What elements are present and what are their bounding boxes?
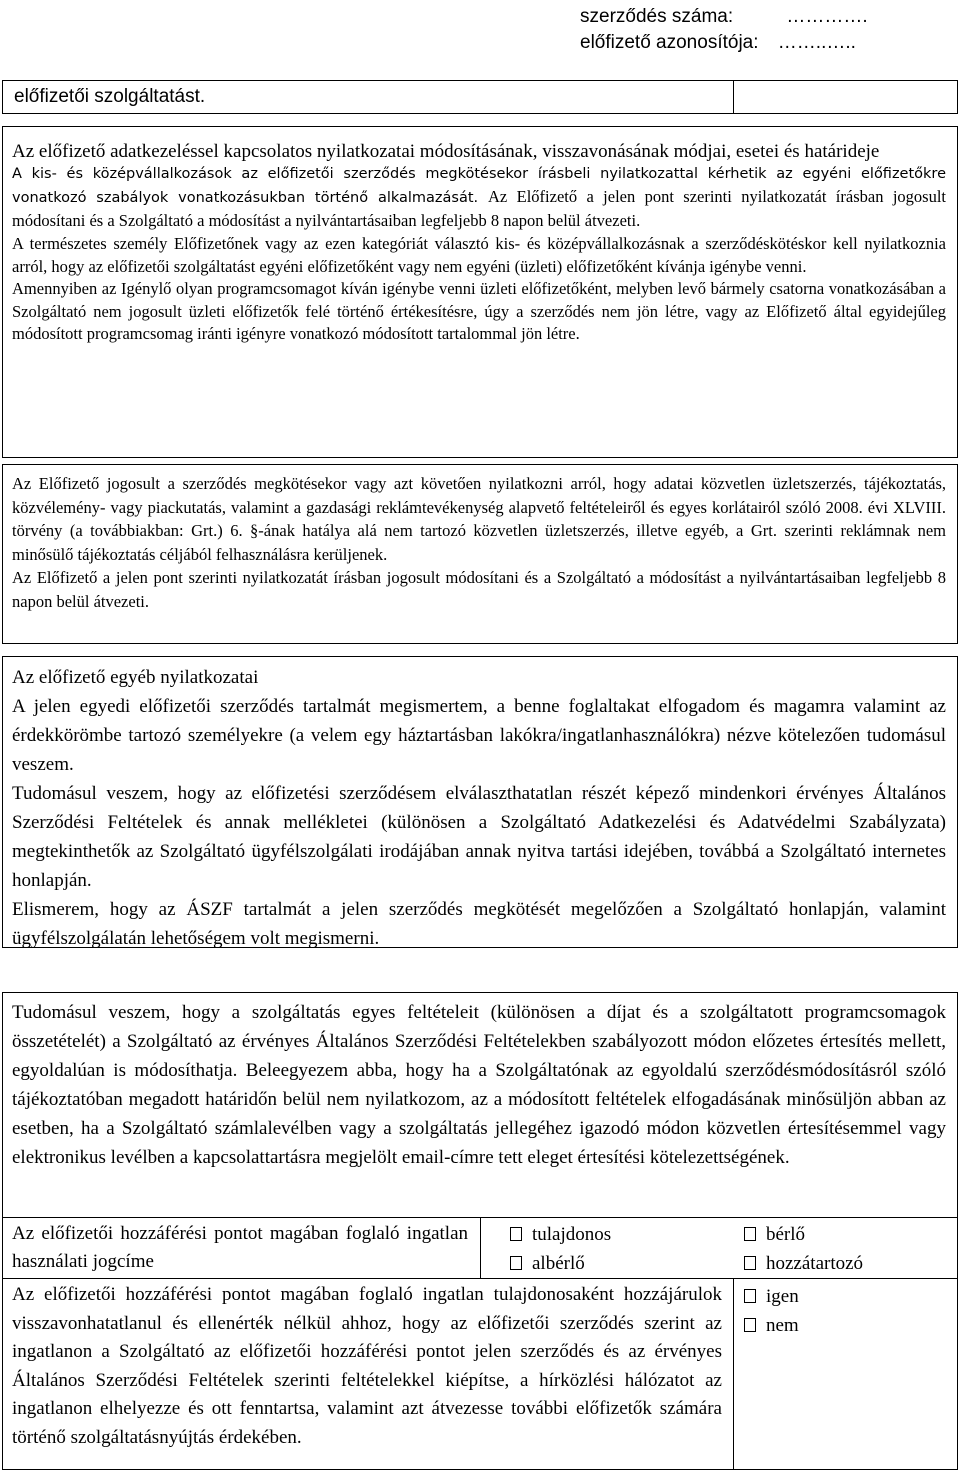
top-row-text: előfizetői szolgáltatást. <box>14 86 206 107</box>
checkbox-icon[interactable] <box>744 1318 756 1332</box>
title-of-use-label: Az előfizetői hozzáférési pontot magában foglaló ingatlan használati jogcíme <box>12 1223 468 1272</box>
other-statements-p3: Elismerem, hogy az ÁSZF tartalmát a jelen szerződés megkötését megelőzően a Szolgáltató honlapján, valamint ügyfélszolgálatán lehetőségem volt megismerni. <box>12 899 946 949</box>
option-tenant[interactable] <box>744 1220 805 1249</box>
option-subtenant-label: albérlő <box>532 1253 585 1274</box>
top-row-divider <box>733 80 734 114</box>
marketing-content <box>12 472 946 613</box>
subscriber-id-label: előfizető azonosítója: <box>580 32 759 53</box>
checkbox-icon[interactable] <box>510 1227 522 1241</box>
consent-divider <box>733 1278 734 1470</box>
terms-divider-2 <box>2 1278 958 1279</box>
consent-yes-label: igen <box>766 1286 799 1307</box>
checkbox-icon[interactable] <box>744 1256 756 1270</box>
checkbox-icon[interactable] <box>510 1256 522 1270</box>
checkbox-icon[interactable] <box>744 1227 756 1241</box>
data-handling-p2: A természetes személy Előfizetőnek vagy az ezen kategóriát választó kis- és középvállalkozásnak a szerződéskötéskor kell nyilatkoznia arról, hogy az előfizetői szolgáltatást egyéni előfizetőként vagy nem egyéni (üzleti) előfizetőként kívánja igénybe venni. <box>12 234 946 276</box>
data-handling-content <box>12 140 946 346</box>
option-owner[interactable] <box>510 1220 611 1249</box>
terms-p1: Tudomásul veszem, hogy a szolgáltatás egyes feltételeit (különösen a díjat és a szolgáltatott programcsomagok összetételét) a Szolgáltató az érvényes Általános Szerződési Feltételekben szabályozott módon előzetes értesítés mellett, egyoldalúan is módosíthatja. Beleegyezem abba, hogy ha a Szolgáltatónak az egyoldalú szerződésmódosításról szóló tájékoztatóban megadott határidőn belül nem nyilatkozom, az a módosított feltételek elfogadásának minősüljön abban az esetben, ha a Szolgáltató számlalevélben vagy a szolgáltatás jellegéhez igazodó módon közvetlen értesítésemmel vagy elektronikus levélben a kapcsolattartásra megjelölt email-címre tett eleget értesítési kötelezettségének. <box>12 1002 946 1168</box>
other-statements-content <box>12 664 946 953</box>
data-handling-p1b: Az Előfizető a jelen pont szerinti nyilatkozatát írásban jogosult módosítani és a Szolgáltató a módosítást a nyilvántartásaiban legfeljebb 8 napon belül átvezeti. <box>12 187 946 230</box>
other-statements-title: Az előfizető egyéb nyilatkozatai <box>12 667 259 688</box>
other-statements-p1: A jelen egyedi előfizetői szerződés tartalmát megismertem, a benne foglaltakat elfogadom és magamra valamint az érdekkörömbe tartozó személyekre (a velem egy háztartásban lakókra/ingatlanhasználókra) nézve kötelezően tudomásul veszem. <box>12 696 946 775</box>
data-handling-p3: Amennyiben az Igénylő olyan programcsomagot kíván igénybe venni üzleti előfizetőként, melyben levő bármely csatorna vonatkozásában a Szolgáltató nem jogosult üzleti előfizetők felé történő értékesítésre, úgy a szerződés nem jön létre, vagy az Előfizető által egyidejűleg módosított programcsomag iránti igényre vonatkozó módosított tartalommal jön létre. <box>12 279 946 343</box>
data-handling-paragraph <box>12 163 946 233</box>
contract-number-label: szerződés száma: <box>580 6 734 27</box>
option-tenant-label: bérlő <box>766 1224 806 1245</box>
subscriber-id-value[interactable]: ……..….. <box>777 32 856 53</box>
contract-number-value[interactable]: …………. <box>786 6 868 27</box>
subscriber-id-line <box>580 30 868 56</box>
checkbox-icon[interactable] <box>744 1289 756 1303</box>
consent-no[interactable] <box>744 1311 799 1340</box>
contract-header <box>580 4 868 56</box>
consent-no-label: nem <box>766 1315 799 1336</box>
option-owner-label: tulajdonos <box>532 1224 612 1245</box>
terms-content <box>12 998 946 1172</box>
option-subtenant[interactable] <box>510 1249 585 1278</box>
option-relative-label: hozzátartozó <box>766 1253 864 1274</box>
data-handling-p1: A kis- és középvállalkozások az előfizetői szerződés megkötésekor írásbeli nyilatkozattal kérhetik az egyéni előfizetőkre vonatkozó szabályok vonatkozásukban történő alkalmazását. <box>12 166 946 206</box>
owner-consent-label: Az előfizetői hozzáférési pontot magában foglaló ingatlan tulajdonosaként hozzájárulok visszavonhatatlanul és ellenérték nélkül ahhoz, hogy az előfizetői szerződés szerint az ingatlanon a Szolgáltató az előfizetői hozzáférési pontot jelen szerződés és az érvényes Általános Szerződési Feltételek szerinti feltételekkel kiépítse, a hírközlési hálózatot az ingatlanon elhelyezze és ott fenntartsa, valamint azt átvezesse további előfizetők számára történő szolgáltatásnyújtás érdekében. <box>12 1284 722 1448</box>
title-divider <box>480 1217 481 1278</box>
contract-number-line <box>580 4 868 30</box>
consent-yes[interactable] <box>744 1282 799 1311</box>
marketing-p1: Az Előfizető jogosult a szerződés megkötésekor vagy azt követően nyilatkozni arról, hogy adatai közvetlen üzletszerzés, tájékoztatás, közvélemény- vagy piackutatás, valamint a gazdasági reklámtevékenység alapvető feltételeiről és egyes korlátairól szóló 2008. évi XLVIII. törvény (a továbbiakban: Grt.) 6. §-ának hatálya alá nem tartozó közvetlen üzletszerzés, illetve egyéb, a Grt. szerinti reklámnak nem minősülő tájékoztatás céljából felhasználásra kerüljenek. <box>12 474 946 564</box>
option-relative[interactable] <box>744 1249 863 1278</box>
other-statements-p2: Tudomásul veszem, hogy az előfizetési szerződésem elválaszthatatlan részét képező mindenkori érvényes Általános Szerződési Feltételek és annak mellékletei (különösen a Szolgáltató Adatkezelési és Adatvédelmi Szabályzata) megtekinthetők az Szolgáltató ügyfélszolgálati irodájában annak nyitva tartási idejében, továbbá a Szolgáltató internetes honlapján. <box>12 783 946 891</box>
data-handling-title: Az előfizető adatkezeléssel kapcsolatos nyilatkozatai módosításának, visszavonásának módjai, esetei és határideje <box>12 141 880 162</box>
marketing-p2: Az Előfizető a jelen pont szerinti nyilatkozatát írásban jogosult módosítani és a Szolgáltató a módosítást a nyilvántartásaiban legfeljebb 8 napon belül átvezeti. <box>12 568 946 611</box>
